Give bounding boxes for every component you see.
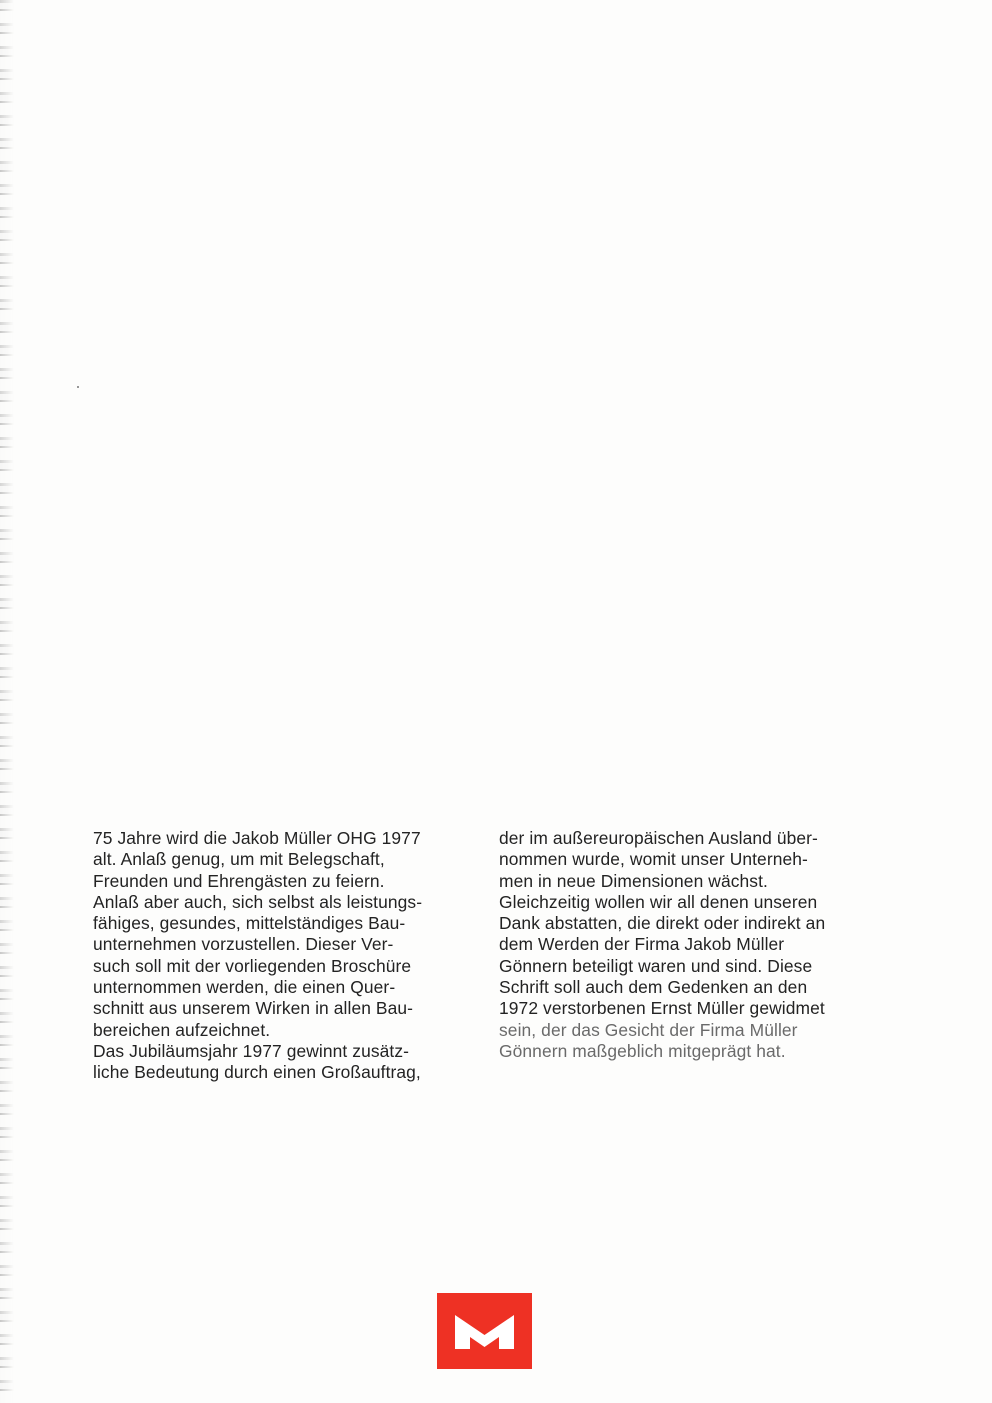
text-column-left	[93, 828, 483, 1084]
scan-speck	[77, 386, 79, 388]
text-line: schnitt aus unserem Wirken in allen Bau-	[93, 998, 414, 1019]
text-line: men in neue Dimensionen wächst.	[499, 870, 768, 891]
logo-background	[437, 1293, 532, 1369]
text-line: 75 Jahre wird die Jakob Müller OHG 1977	[93, 828, 421, 848]
text-column-right	[499, 828, 889, 1062]
binding-edge	[0, 0, 14, 1403]
text-line: unternommen werden, die einen Quer-	[93, 977, 396, 998]
text-line: alt. Anlaß genug, um mit Belegschaft,	[93, 849, 385, 870]
text-line: nommen wurde, womit unser Unterneh-	[499, 849, 808, 870]
text-line: Das Jubiläumsjahr 1977 gewinnt zusätz-	[93, 1040, 410, 1061]
text-line: Gönnern maßgeblich mitgeprägt hat.	[499, 1040, 786, 1061]
text-line: Freunden und Ehrengästen zu feiern.	[93, 870, 385, 891]
text-line: 1972 verstorbenen Ernst Müller gewidmet	[499, 998, 825, 1019]
text-line: Dank abstatten, die direkt oder indirekt an	[499, 913, 826, 934]
text-line: liche Bedeutung durch einen Großauftrag,	[93, 1062, 421, 1083]
text-line: Schrift soll auch dem Gedenken an den	[499, 977, 808, 998]
text-line: unternehmen vorzustellen. Dieser Ver-	[93, 934, 394, 955]
text-line: fähiges, gesundes, mittelständiges Bau-	[93, 913, 406, 934]
text-line: sein, der das Gesicht der Firma Müller	[499, 1019, 798, 1040]
text-line: Gönnern beteiligt waren und sind. Diese	[499, 955, 813, 976]
m-logo-icon	[437, 1293, 532, 1369]
text-line: Anlaß aber auch, sich selbst als leistungs-	[93, 891, 423, 912]
text-line: such soll mit der vorliegenden Broschüre	[93, 955, 412, 976]
text-line: dem Werden der Firma Jakob Müller	[499, 934, 785, 955]
text-line: bereichen aufzeichnet.	[93, 1019, 271, 1040]
text-line: der im außereuropäischen Ausland über-	[499, 828, 818, 848]
text-line: Gleichzeitig wollen wir all denen unseren	[499, 891, 818, 912]
